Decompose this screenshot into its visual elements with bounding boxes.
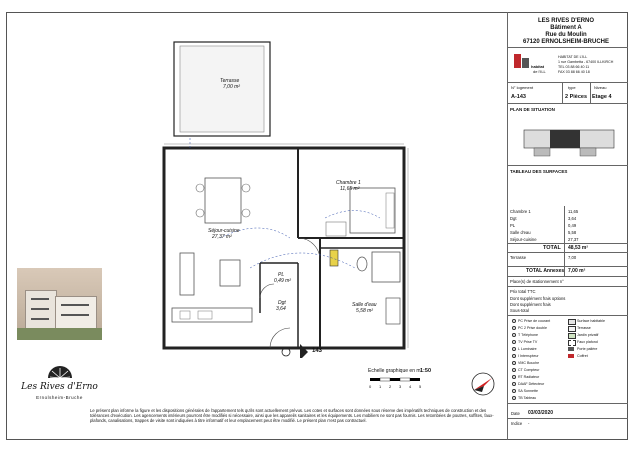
surface-value-0: 11,65 — [568, 209, 579, 214]
legend-item-8: RT Radiateur — [518, 375, 540, 379]
surface-name-2: PL — [510, 223, 516, 228]
legend-right-1: Terrasse — [577, 326, 591, 330]
index-value: - — [528, 421, 530, 426]
parking-field: Place(s) de stationnement n° — [510, 279, 564, 284]
room-label-chambre: Chambre 1 — [336, 180, 361, 186]
brand-logo — [17, 350, 102, 410]
lot-header-level: Niveau — [594, 85, 607, 90]
legend-right-3: Faux plafond — [577, 340, 598, 344]
scale-tick-2: 2 — [389, 384, 392, 389]
surface-name-0: Chambre 1 — [510, 209, 531, 214]
room-label-sde: Salle d'eau — [352, 302, 377, 308]
project-city: 67120 ERNOLSHEIM-BRUCHE — [522, 39, 610, 45]
subtotal-field: Sous-total — [510, 308, 529, 313]
legend-item-5: I Interrupteur — [518, 354, 539, 358]
surface-value-3: 5,58 — [568, 230, 577, 235]
scale-tick-3: 3 — [399, 384, 402, 389]
legend-right-4: Porte palière — [577, 347, 598, 351]
legend-right-0: Surface habitable — [577, 319, 605, 323]
scale-label: Echelle graphique en m — [368, 368, 421, 374]
project-building: Bâtiment A — [550, 25, 582, 31]
situation-plan — [522, 120, 618, 162]
company-name: HABITAT DE L'ILL — [558, 55, 588, 59]
legend-item-1: PC 2 Prise double — [518, 326, 547, 330]
brand-name: Les Rives d'Erno — [21, 382, 98, 392]
brand-sub: Ernolsheim-Bruche — [36, 395, 83, 400]
surfaces-heading: TABLEAU DES SURFACES — [510, 169, 568, 174]
lot-header-type: type — [568, 85, 576, 90]
room-label-pl: PL — [278, 272, 285, 278]
building-photo — [17, 268, 102, 340]
lot-header-lot: N° logement — [511, 85, 534, 90]
surface-name-4: Séjour-cuisine — [510, 237, 537, 242]
lot-number: A-143 — [511, 94, 526, 100]
surface-value-2: 0,49 — [568, 223, 577, 228]
options-field-2: Dont supplément frais — [510, 302, 551, 307]
water-wheel-icon — [47, 356, 73, 380]
date-value: 03/03/2020 — [528, 410, 554, 416]
legend-item-0: PC Prise de courant — [518, 319, 551, 323]
room-area-chambre: 11,65 m² — [340, 186, 360, 192]
options-field-1: Dont supplément frais options — [510, 296, 566, 301]
annex-total-label: TOTAL Annexes — [526, 268, 565, 274]
scale-tick-5: 5 — [419, 384, 422, 389]
legend-item-3: TV Prise TV — [518, 340, 538, 344]
company-logo-sub: de l'ILL — [533, 69, 546, 74]
legend-item-7: CT Compteur — [518, 368, 540, 372]
terrace-label: Terrasse — [510, 255, 527, 260]
lot-tag: 143 — [312, 348, 323, 354]
index-label: Indice — [511, 421, 523, 426]
room-area-sejour: 27,37 m² — [212, 234, 232, 240]
date-label: Date — [511, 411, 520, 416]
surface-name-1: Dgt — [510, 216, 517, 221]
legend-right-2: Jardin privatif — [577, 333, 599, 337]
company-logo-text: habitat — [531, 64, 545, 69]
surface-value-4: 27,37 — [568, 237, 579, 242]
surface-name-3: Salle d'eau — [510, 230, 531, 235]
room-label-terrasse: Terrasse — [220, 78, 240, 84]
room-area-pl: 0,49 m² — [274, 278, 291, 284]
project-title: LES RIVES D'ERNO — [537, 18, 595, 24]
project-title-block — [510, 18, 622, 48]
legend-item-9: DAAF Détecteur — [518, 382, 545, 386]
legend-right-5: Coffret — [577, 354, 588, 358]
scale-tick-0: 0 — [369, 384, 372, 389]
room-label-sejour: Séjour-cuisine — [208, 228, 240, 234]
legend-item-6: VMC Bouche — [518, 361, 540, 365]
situation-heading: PLAN DE SITUATION — [510, 107, 555, 112]
room-area-dgt: 3,64 — [276, 306, 286, 312]
scale-tick-4: 4 — [409, 384, 412, 389]
company-fax: FAX 03 88 66 40 18 — [558, 70, 590, 74]
annex-total-value: 7,00 m² — [568, 268, 586, 274]
surface-value-1: 3,64 — [568, 216, 577, 221]
scale-tick-1: 1 — [379, 384, 382, 389]
total-label: TOTAL — [543, 245, 561, 251]
legend-item-10: SA Sonnette — [518, 389, 538, 393]
room-area-terrasse: 7,00 m² — [223, 84, 240, 90]
terrace-value: 7,00 — [568, 255, 577, 260]
company-address: 1 rue Gambetta - 67400 ILLKIRCH — [558, 60, 614, 64]
company-tel: TEL 03 88 66 40 11 — [558, 65, 590, 69]
project-street: Rue du Moulin — [545, 32, 587, 38]
scale-ratio: 1:50 — [420, 368, 432, 374]
legend-item-4: L Luminaire — [518, 347, 537, 351]
price-field: Prix total TTC — [510, 289, 536, 294]
legend-item-2: T Téléphone — [518, 333, 539, 337]
lot-level: Etage 4 — [592, 94, 612, 100]
total-value: 48,53 m² — [568, 245, 589, 251]
disclaimer-text: Le présent plan informe la figure et les dispositions générales de l'appartement tels qu'ils sont actuellement prévus. Les cotes et surfaces sont données sous réserve des impératifs techniques de construction et des tolérances d'exécution. Les agencements intérieurs pourront être modifiés si nécessaire, ainsi que les appareils sanitaires et les équipements. Les mobiliers ne sont pas fournis. Les retombées de poutres, soffites, faux-plafonds, canalisations, trappes de visite sont indiquées à titre informatif et leur emplacement peut être modifié. Le présent plan n'est pas contractuel. — [90, 408, 494, 423]
north-arrow-icon — [468, 370, 498, 398]
room-area-sde: 5,58 m² — [356, 308, 373, 314]
legend-item-11: TB Tableau — [518, 396, 537, 400]
lot-type: 2 Pièces — [565, 94, 588, 100]
room-label-dgt: Dgt — [278, 300, 286, 306]
